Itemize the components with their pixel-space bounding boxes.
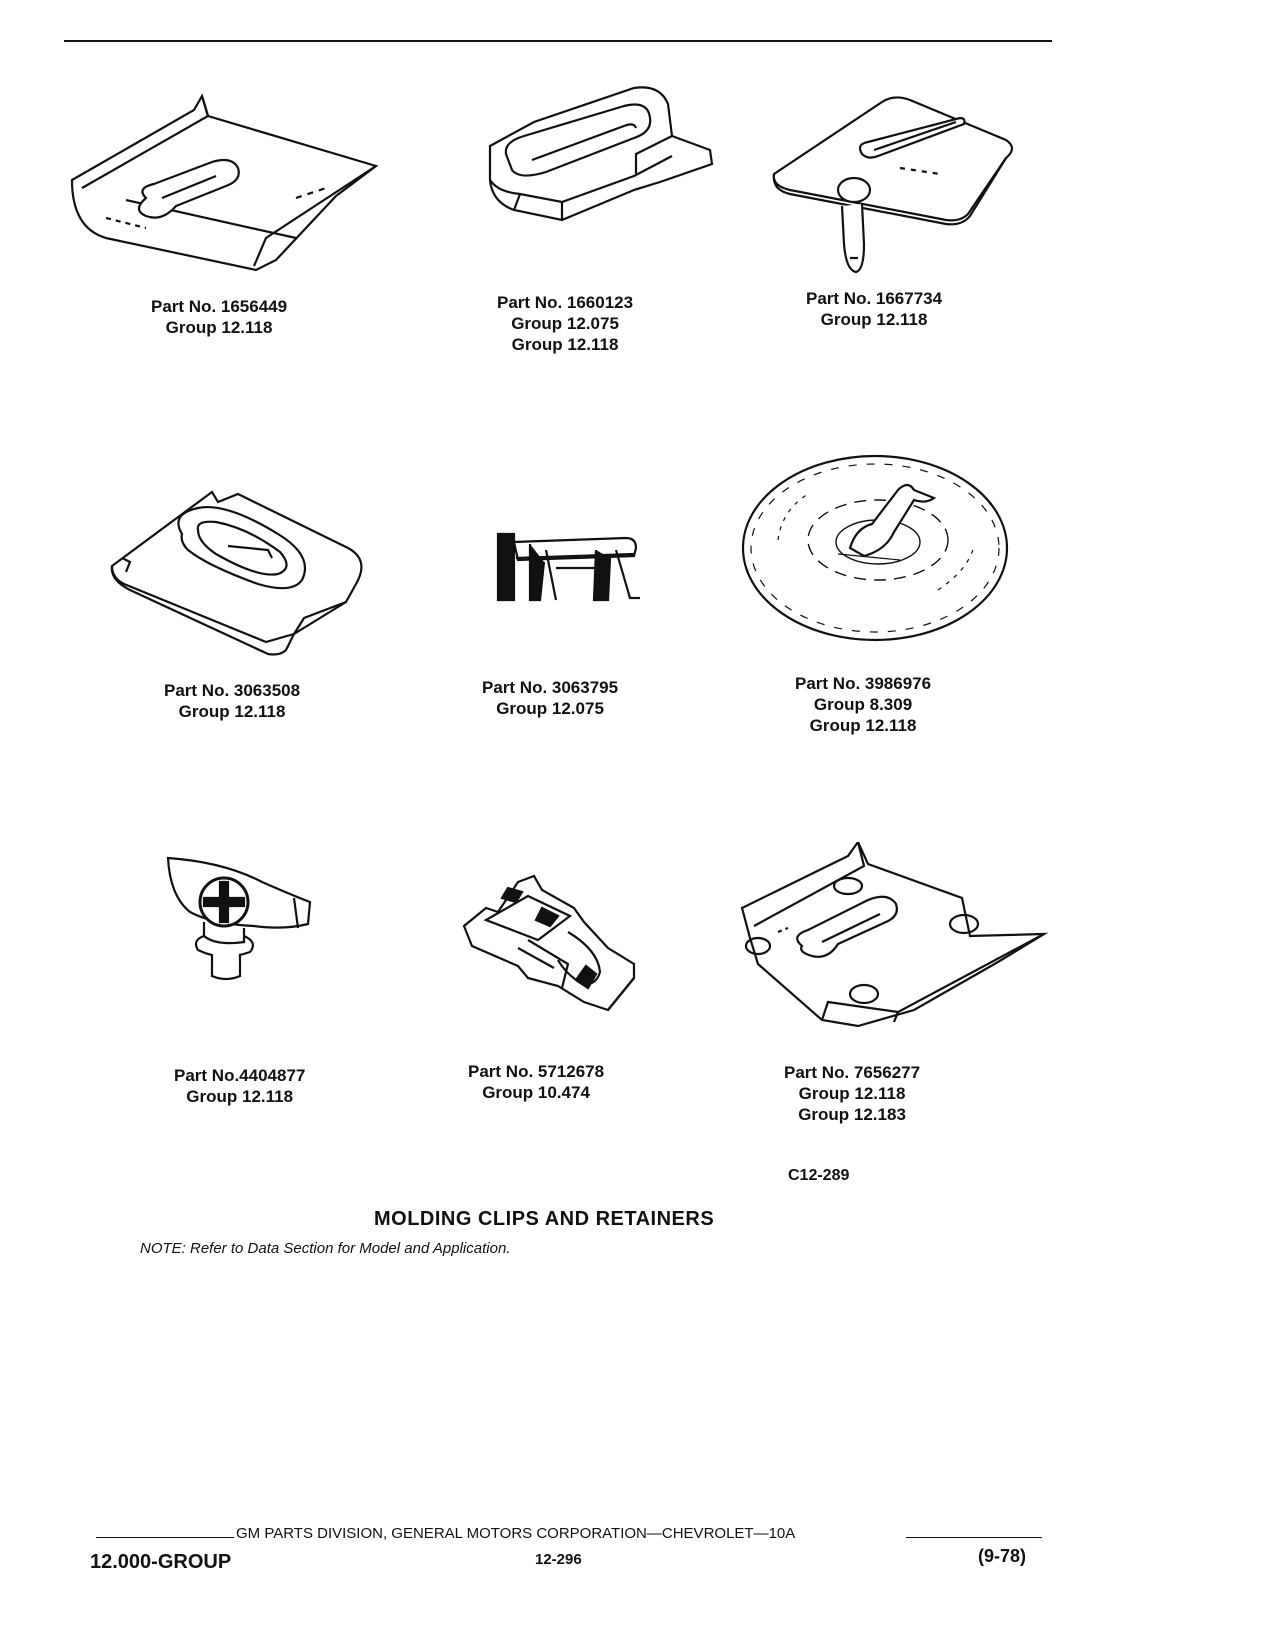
footer-rule-right: [906, 1537, 1042, 1538]
flat-keyhole-clip-icon: [66, 88, 406, 278]
part-group: Group 10.474: [482, 1083, 590, 1102]
part-number: Part No. 1667734: [806, 289, 943, 308]
page-title: MOLDING CLIPS AND RETAINERS: [374, 1208, 715, 1230]
part-label-3: [806, 288, 942, 330]
part-label-5: [482, 677, 618, 719]
part-label-8: [468, 1061, 604, 1103]
part-number: Part No. 1656449: [151, 297, 288, 316]
part-label-1: [151, 296, 287, 338]
slotted-channel-clip-icon: [484, 84, 724, 234]
application-note: NOTE: Refer to Data Section for Model and Application.: [140, 1240, 511, 1257]
part-number: Part No. 1660123: [497, 293, 634, 312]
spring-channel-clip-icon: [458, 868, 648, 1018]
part-label-9: [784, 1062, 920, 1125]
part-group: Group 12.118: [178, 702, 286, 721]
screw-stud-clip-icon: [164, 852, 314, 982]
group-label: 12.000-GROUP: [90, 1551, 232, 1573]
top-rule: [64, 40, 1052, 42]
part-group: Group 12.075: [496, 699, 604, 718]
part-group: Group 12.183: [798, 1105, 906, 1124]
part-number: Part No. 3986976: [795, 674, 932, 693]
keyhole-base-plate-icon: [738, 842, 1048, 1032]
part-number: Part No. 7656277: [784, 1063, 921, 1082]
oval-slot-plate-icon: [108, 484, 378, 664]
spring-wire-retainer-icon: [496, 528, 656, 608]
part-label-4: [164, 680, 300, 722]
stud-plate-clip-icon: [770, 94, 1020, 284]
part-group: Group 12.118: [186, 1087, 294, 1106]
part-number: Part No. 3063508: [164, 681, 301, 700]
part-group: Group 12.118: [165, 318, 273, 337]
part-number: Part No. 3063795: [482, 678, 619, 697]
footer-division-line: GM PARTS DIVISION, GENERAL MOTORS CORPORATION—CHEVROLET—10A: [236, 1525, 796, 1542]
round-disc-retainer-icon: [738, 450, 1012, 646]
part-label-2: [497, 292, 633, 355]
part-label-6: [795, 673, 931, 736]
part-label-7: [174, 1065, 305, 1107]
page-number: 12-296: [535, 1551, 582, 1568]
part-group: Group 12.118: [809, 716, 917, 735]
part-number: Part No.4404877: [174, 1066, 306, 1085]
part-group: Group 12.075: [511, 314, 619, 333]
figure-code: C12-289: [788, 1167, 850, 1184]
part-group: Group 8.309: [813, 695, 913, 714]
footer-rule-left: [96, 1537, 234, 1538]
part-group: Group 12.118: [511, 335, 619, 354]
part-group: Group 12.118: [820, 310, 928, 329]
part-number: Part No. 5712678: [468, 1062, 605, 1081]
date-code: (9-78): [978, 1546, 1027, 1566]
part-group: Group 12.118: [798, 1084, 906, 1103]
